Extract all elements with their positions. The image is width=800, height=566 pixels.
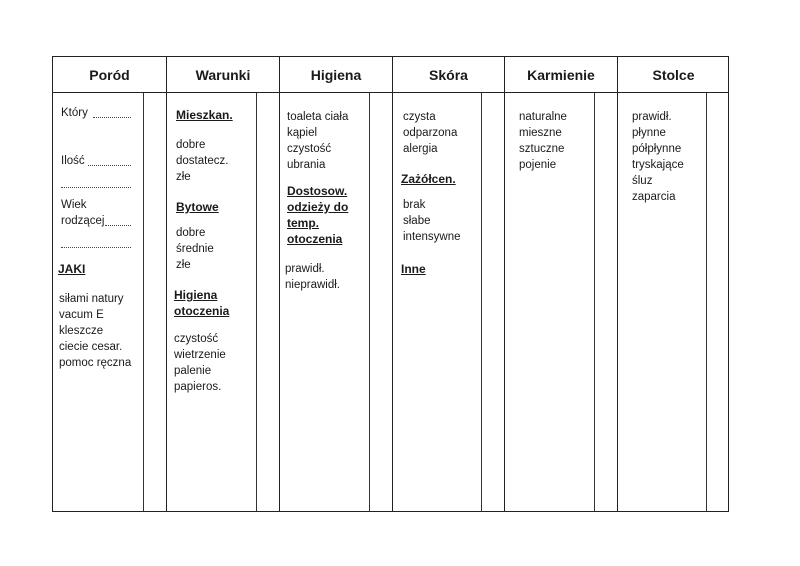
dostosow-heading-1: Dostosow. xyxy=(287,184,348,198)
jaki-item: siłami natury xyxy=(59,293,124,305)
zazolcen-heading: Zażółcen. xyxy=(401,172,456,186)
karmienie-item: sztuczne xyxy=(519,143,565,155)
header-higiena: Higiena xyxy=(280,57,393,92)
checkbox-column[interactable] xyxy=(594,93,617,511)
column-karmienie xyxy=(505,93,618,511)
column-stolce xyxy=(618,93,729,511)
mieszkan-item: dobre xyxy=(176,139,206,151)
jaki-heading: JAKI xyxy=(58,262,86,276)
column-higiena xyxy=(280,93,393,511)
wiek-line[interactable] xyxy=(105,225,131,226)
jaki-item: kleszcze xyxy=(59,325,104,337)
higiena-item: kąpiel xyxy=(287,127,318,139)
higiena-item: papieros. xyxy=(174,381,222,393)
header-karmienie: Karmienie xyxy=(505,57,618,92)
higiena-otoczenia-heading-1: Higiena xyxy=(174,288,218,302)
header-skora: Skóra xyxy=(393,57,505,92)
zazolcen-item: słabe xyxy=(403,215,431,227)
blank-line-2[interactable] xyxy=(61,247,131,248)
stolce-item: tryskające xyxy=(632,159,684,171)
column-warunki xyxy=(167,93,280,511)
column-porod xyxy=(53,93,167,511)
karmienie-item: naturalne xyxy=(519,111,567,123)
bytowe-item: złe xyxy=(176,259,191,271)
stolce-item: prawidł. xyxy=(632,111,672,123)
mieszkan-heading: Mieszkan. xyxy=(176,108,233,122)
bytowe-item: średnie xyxy=(176,243,214,255)
inne-heading: Inne xyxy=(401,262,426,276)
jaki-item: ciecie cesar. xyxy=(59,341,123,353)
dostosow-heading-2: odzieży do xyxy=(287,200,349,214)
higiena-otoczenia-heading-2: otoczenia xyxy=(174,304,230,318)
skora-item: czysta xyxy=(403,111,436,123)
zazolcen-item: intensywne xyxy=(403,231,461,243)
blank-line[interactable] xyxy=(61,187,131,188)
bytowe-item: dobre xyxy=(176,227,206,239)
higiena-item: toaleta ciała xyxy=(287,111,349,123)
higiena-item: ubrania xyxy=(287,159,326,171)
mieszkan-item: złe xyxy=(176,171,191,183)
checkbox-column[interactable] xyxy=(706,93,729,511)
wiek-label-1: Wiek xyxy=(61,199,87,211)
header-stolce: Stolce xyxy=(652,66,695,83)
karmienie-item: mieszne xyxy=(519,127,562,139)
prawidl-item: prawidł. xyxy=(285,263,325,275)
stolce-item: śluz xyxy=(632,175,653,187)
stolce-item: półpłynne xyxy=(632,143,682,155)
dostosow-heading-4: otoczenia xyxy=(287,232,343,246)
skora-item: odparzona xyxy=(403,127,458,139)
dostosow-heading-3: temp. xyxy=(287,216,320,230)
higiena-item: czystość xyxy=(287,143,332,155)
skora-item: alergia xyxy=(403,143,438,155)
ktory-label: Który xyxy=(61,107,88,119)
observation-table xyxy=(52,56,729,512)
checkbox-column[interactable] xyxy=(143,93,166,511)
checkbox-column[interactable] xyxy=(256,93,279,511)
zazolcen-item: brak xyxy=(403,199,426,211)
header-warunki: Warunki xyxy=(167,57,280,92)
stolce-item: zaparcia xyxy=(632,191,676,203)
karmienie-item: pojenie xyxy=(519,159,557,171)
checkbox-column[interactable] xyxy=(369,93,392,511)
mieszkan-item: dostatecz. xyxy=(176,155,229,167)
checkbox-column[interactable] xyxy=(481,93,504,511)
jaki-item: vacum E xyxy=(59,309,104,321)
higiena-item: czystość xyxy=(174,333,219,345)
ilosc-label: Ilość xyxy=(61,155,85,167)
header-row xyxy=(53,57,728,93)
bytowe-heading: Bytowe xyxy=(176,200,219,214)
column-skora xyxy=(393,93,505,511)
header-porod: Poród xyxy=(53,57,167,92)
wiek-label-2: rodzącej xyxy=(61,215,105,227)
stolce-item: płynne xyxy=(632,127,666,139)
higiena-item: wietrzenie xyxy=(174,349,226,361)
ktory-line[interactable] xyxy=(93,117,131,118)
higiena-item: palenie xyxy=(174,365,212,377)
ilosc-line[interactable] xyxy=(88,165,131,166)
jaki-item: pomoc ręczna xyxy=(59,357,132,369)
prawidl-item: nieprawidł. xyxy=(285,279,340,291)
